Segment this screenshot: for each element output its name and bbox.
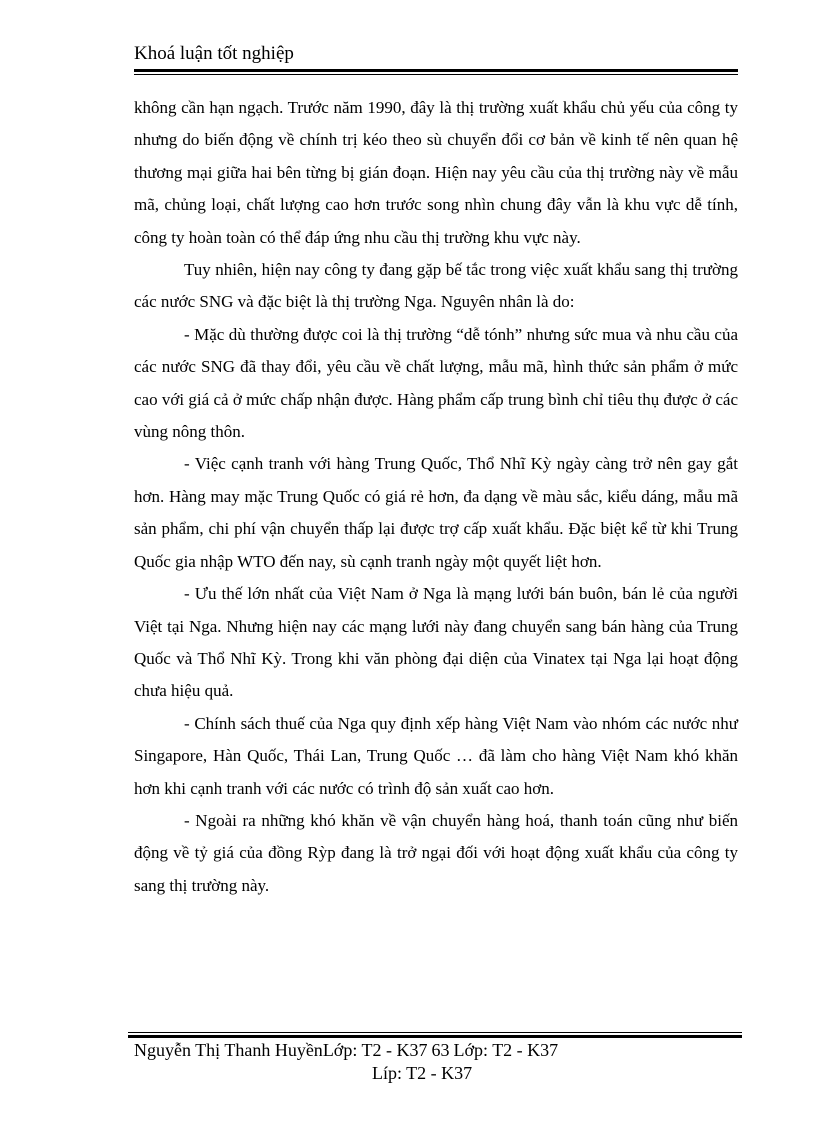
- paragraph-4: - Việc cạnh tranh với hàng Trung Quốc, Thổ Nhĩ Kỳ ngày càng trở nên gay gắt hơn. Hàng may mặc Trung Quốc có giá rẻ hơn, đa dạng về màu sắc, kiểu dáng, mẫu mã sản phẩm, chi phí vận chuyển thấp lại được trợ cấp xuất khẩu. Đặc biệt kể từ khi Trung Quốc gia nhập WTO đến nay, sù cạnh tranh ngày một quyết liệt hơn.: [134, 454, 738, 571]
- footer-class-2: Lớp: T2 - K37: [453, 1040, 559, 1060]
- paragraph-6: - Chính sách thuế của Nga quy định xếp hàng Việt Nam vào nhóm các nước như Singapore, Hàn Quốc, Thái Lan, Trung Quốc … đã làm cho hàng Việt Nam khó khăn hơn khi cạnh tranh với các nước có trình độ sản xuất cao hơn.: [134, 713, 738, 798]
- footer-author: Nguyễn Thị Thanh Huyền: [134, 1040, 323, 1060]
- paragraph-3: - Mặc dù thường được coi là thị trường “dễ tónh” nhưng sức mua và nhu cầu của các nước SNG đã thay đổi, yêu cầu về chất lượng, mẫu mã, hình thức sản phẩm ở mức cao với giá cả ở mức chấp nhận được. Hàng phẩm cấp trung bình chỉ tiêu thụ được ở các vùng nông thôn.: [134, 324, 738, 442]
- footer-rule-thick: [128, 1035, 742, 1038]
- paragraph-2: Tuy nhiên, hiện nay công ty đang gặp bế tắc trong việc xuất khẩu sang thị trường các nước SNG và đặc biệt là thị trường Nga. Nguyên nhân là do:: [134, 260, 738, 312]
- footer-class-1: Lớp: T2 - K37: [322, 1040, 428, 1060]
- footer-rule-thin: [128, 1032, 742, 1033]
- footer-page-number: 63: [431, 1040, 450, 1060]
- header-rule-thin: [134, 74, 738, 75]
- header-rule-thick: [134, 69, 738, 72]
- footer-line: [134, 1039, 558, 1061]
- paragraph-7: - Ngoài ra những khó khăn về vận chuyển hàng hoá, thanh toán cũng như biến động về tỷ giá của đồng Rỳp đang là trở ngại đối với hoạt động xuất khẩu của công ty sang thị trường này.: [134, 810, 738, 895]
- paragraph-5: - Ưu thế lớn nhất của Việt Nam ở Nga là mạng lưới bán buôn, bán lẻ của người Việt tại Nga. Nhưng hiện nay các mạng lưới này đang chuyển sang bán hàng của Trung Quốc và Thổ Nhĩ Kỳ. Trong khi văn phòng đại diện của Vinatex tại Nga lại hoạt động chưa hiệu quả.: [134, 584, 738, 701]
- header-title: Khoá luận tốt nghiệp: [134, 43, 294, 64]
- body-text: [134, 92, 738, 902]
- footer-class-3: Líp: T2 - K37: [372, 1063, 473, 1083]
- paragraph-1: không cần hạn ngạch. Trước năm 1990, đây là thị trường xuất khẩu chủ yếu của công ty nhưng do biến động về chính trị kéo theo sù chuyển đổi cơ bản về kinh tế nên quan hệ thương mại giữa hai bên từng bị gián đoạn. Hiện nay yêu cầu của thị trường này về mẫu mã, chủng loại, chất lượng cao hơn trước song nhìn chung đây vẫn là khu vực dễ tính, công ty hoàn toàn có thể đáp ứng nhu cầu thị trường khu vực này.: [134, 98, 738, 247]
